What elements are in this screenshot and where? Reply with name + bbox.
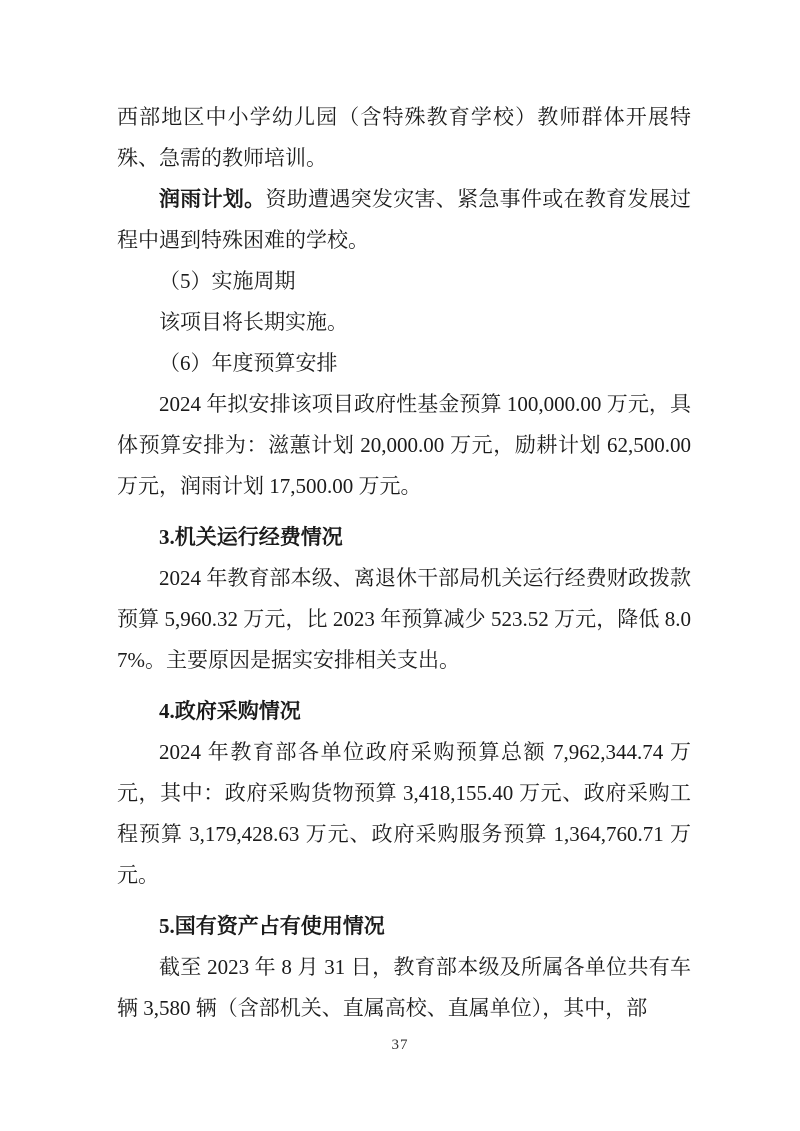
document-content: [117, 97, 691, 1029]
paragraph-operating-funds: 2024 年教育部本级、离退休干部局机关运行经费财政拨款预算 5,960.32 万元，比 2023 年预算减少 523.52 万元，降低 8.07%。主要原因是据实安排相关支出。: [117, 566, 691, 672]
paragraph-continuation: 西部地区中小学幼儿园（含特殊教育学校）教师群体开展特殊、急需的教师培训。: [117, 105, 691, 170]
heading-3-operating-funds: 3.机关运行经费情况: [159, 525, 343, 549]
paragraph-runyu-plan: [117, 179, 691, 261]
paragraph-text: 资助遭遇突发灾害、紧急事件或在教育发展过程中遇到特殊困难的学校。: [117, 187, 692, 252]
paragraph-annual-budget: 2024 年拟安排该项目政府性基金预算 100,000.00 万元，具体预算安排为：滋蕙计划 20,000.00 万元，励耕计划 62,500.00 万元，润雨计划 17,500.00 万元。: [117, 392, 691, 498]
paragraph-state-assets: 截至 2023 年 8 月 31 日，教育部本级及所属各单位共有车辆 3,580 辆（含部机关、直属高校、直属单位），其中，部: [117, 955, 691, 1020]
paragraph-government-procurement: 2024 年教育部各单位政府采购预算总额 7,962,344.74 万元，其中：政府采购货物预算 3,418,155.40 万元、政府采购工程预算 3,179,428.63 万元、政府采购服务预算 1,364,760.71 万元。: [117, 740, 691, 887]
page-footer: [0, 1036, 800, 1054]
paragraph-item-5: （5）实施周期: [159, 269, 296, 293]
paragraph-implementation-period: 该项目将长期实施。: [159, 310, 348, 334]
heading-4-government-procurement: 4.政府采购情况: [159, 699, 301, 723]
paragraph-item-6: （6）年度预算安排: [159, 351, 338, 375]
paragraph-bold-lead: 润雨计划。: [159, 187, 266, 211]
heading-5-state-assets: 5.国有资产占有使用情况: [159, 914, 385, 938]
page-number: 37: [391, 1037, 409, 1053]
